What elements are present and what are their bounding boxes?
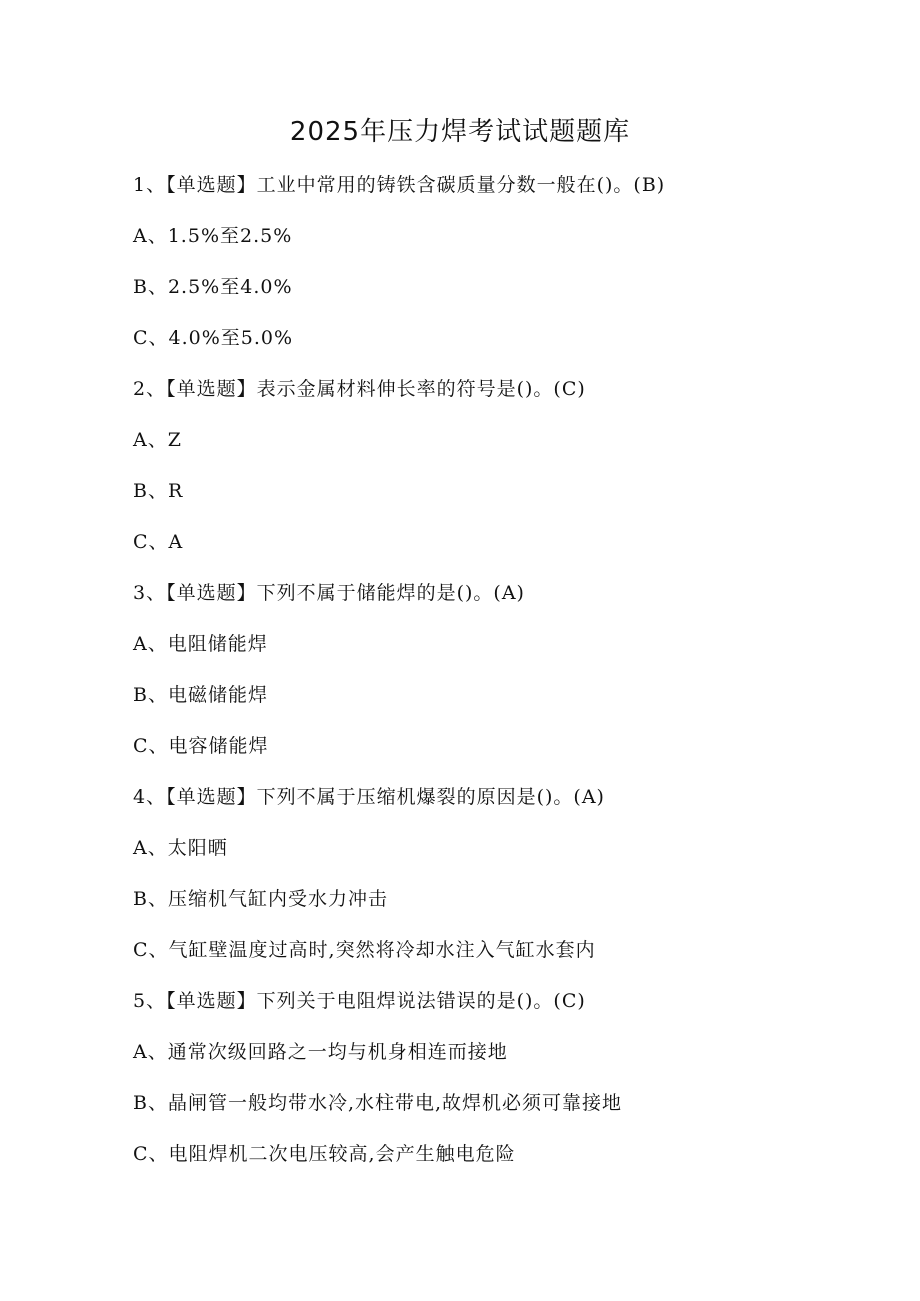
question-3-option-b: B、电磁储能焊 xyxy=(133,684,268,706)
question-5-option-a: A、通常次级回路之一均与机身相连而接地 xyxy=(133,1041,508,1063)
question-3-stem: 3、【单选题】下列不属于储能焊的是()。(A) xyxy=(133,582,525,604)
question-5-stem: 5、【单选题】下列关于电阻焊说法错误的是()。(C) xyxy=(133,990,586,1012)
question-3-option-c: C、电容储能焊 xyxy=(133,735,269,757)
question-2-option-a: A、Z xyxy=(133,429,182,451)
question-3-option-a: A、电阻储能焊 xyxy=(133,633,268,655)
question-list xyxy=(133,168,893,1188)
question-4-option-c: C、气缸壁温度过高时,突然将冷却水注入气缸水套内 xyxy=(133,939,596,961)
question-1-option-a: A、1.5%至2.5% xyxy=(133,225,293,247)
question-2-stem: 2、【单选题】表示金属材料伸长率的符号是()。(C) xyxy=(133,378,586,400)
document-title: 2025年压力焊考试试题题库 xyxy=(289,117,631,147)
question-1-option-c: C、4.0%至5.0% xyxy=(133,327,294,349)
question-2-option-c: C、A xyxy=(133,531,184,553)
question-1-stem: 1、【单选题】工业中常用的铸铁含碳质量分数一般在()。(B) xyxy=(133,174,666,196)
question-1-option-b: B、2.5%至4.0% xyxy=(133,276,293,298)
question-5-option-b: B、晶闸管一般均带水冷,水柱带电,故焊机必须可靠接地 xyxy=(133,1092,623,1114)
question-4-option-a: A、太阳晒 xyxy=(133,837,228,859)
question-4-stem: 4、【单选题】下列不属于压缩机爆裂的原因是()。(A) xyxy=(133,786,605,808)
question-5-option-c: C、电阻焊机二次电压较高,会产生触电危险 xyxy=(133,1143,516,1165)
question-4-option-b: B、压缩机气缸内受水力冲击 xyxy=(133,888,388,910)
question-2-option-b: B、R xyxy=(133,480,184,502)
